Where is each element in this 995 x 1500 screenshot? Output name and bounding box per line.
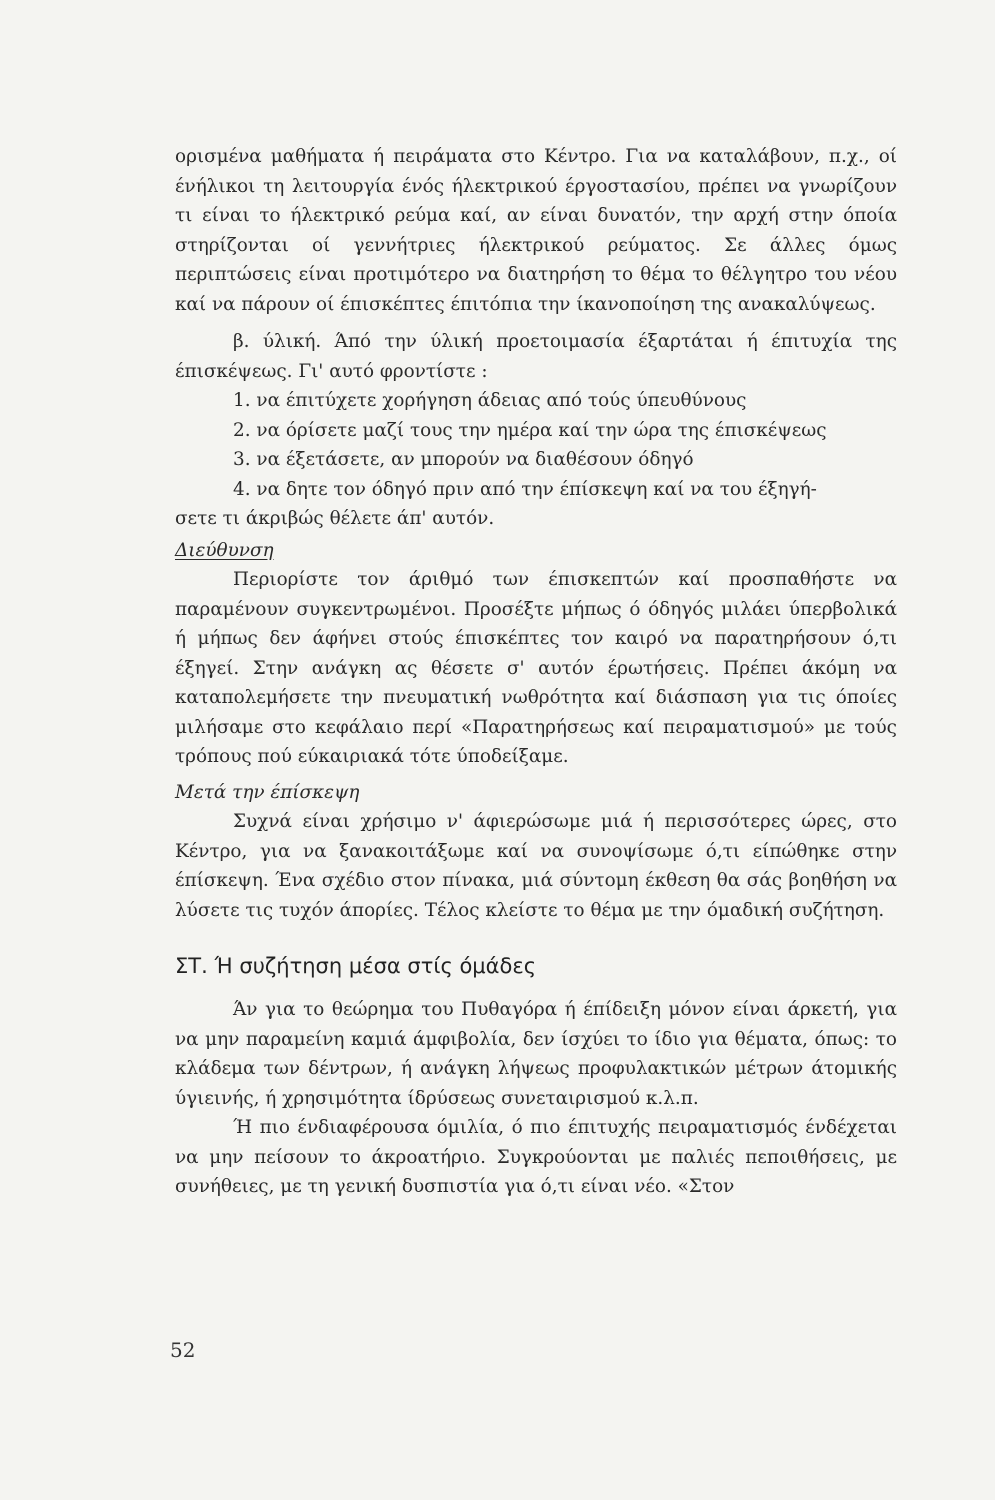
list-item: 4. να δητε τον όδηγό πριν από την έπίσκεψη καί να του έξηγή- [233, 478, 817, 500]
section-title: ΣΤ. Ή συζήτηση μέσα στίς όμάδες [175, 954, 537, 978]
page-number: 52 [170, 1338, 196, 1362]
intro-paragraph: ορισμένα μαθήματα ή πειράματα στο Κέντρο. Για να καταλάβουν, π.χ., οί ένήλικοι τη λειτουργία ένός ήλεκτρικού έργοστασίου, πρέπει να γνωρίζουν τι είναι το ήλεκτρικό ρεύμα καί, αν είναι δυνατόν, την αρχή στην όποία στηρίζονται οί γεννήτριες ήλεκτρικού ρεύματος. Σε άλλες όμως περιπτώσεις είναι προτιμότερο να διατηρήση το θέμα το θέλγητρο του νέου καί να πάρουν οί έπισκέπτες έπιτόπια την ίκανοποίηση της ανακαλύψεως. [175, 146, 897, 315]
list-item: 3. να έξετάσετε, αν μπορούν να διαθέσουν όδηγό [233, 449, 694, 470]
page-body [175, 142, 897, 1202]
after-visit-heading: Μετά την έπίσκεψη [175, 781, 360, 803]
list-item: 1. να έπιτύχετε χορήγηση άδειας από τούς ύπευθύνους [233, 390, 747, 411]
list-item-continuation: σετε τι άκριβώς θέλετε άπ' αυτόν. [175, 508, 495, 529]
section-paragraph-1: Άν για το θεώρημα του Πυθαγόρα ή έπίδειξη μόνον είναι άρκετή, για να μην παραμείνη καμιά άμφιβολία, δεν ίσχύει το ίδιο για θέματα, όπως: το κλάδεμα των δέντρων, ή ανάγκη λήψεως προφυλακτικών μέτρων άτομικής ύγιεινής, ή χρησιμότητα ίδρύσεως συνεταιρισμού κ.λ.π. [175, 999, 897, 1109]
section-paragraph-2: Ή πιο ένδιαφέρουσα όμιλία, ό πιο έπιτυχής πειραματισμός ένδέχεται να μην πείσουν το άκροατήριο. Συγκρούονται με παλιές πεποιθήσεις, με συνήθειες, με τη γενική δυσπιστία για ό,τι είναι νέο. «Στον [175, 1117, 897, 1197]
direction-heading: Διεύθυνση [175, 539, 274, 561]
list-item: 2. να όρίσετε μαζί τους την ημέρα καί την ώρα της έπισκέψεως [233, 419, 827, 441]
after-visit-paragraph: Συχνά είναι χρήσιμο ν' άφιερώσωμε μιά ή περισσότερες ώρες, στο Κέντρο, για να ξανακοιτάξωμε καί να συνοψίσωμε ό,τι είπώθηκε στην έπίσκεψη. Ένα σχέδιο στον πίνακα, μιά σύντομη έκθεση θα σάς βοηθήση να λύσετε τις τυχόν άπορίες. Τέλος κλείστε το θέμα με την όμαδική συζήτηση. [175, 811, 897, 921]
material-paragraph: β. ύλική. Άπό την ύλική προετοιμασία έξαρτάται ή έπιτυχία της έπισκέψεως. Γι' αυτό φροντίστε : [175, 331, 897, 382]
direction-paragraph: Περιορίστε τον άριθμό των έπισκεπτών καί προσπαθήστε να παραμένουν συγκεντρωμένοι. Προσέξτε μήπως ό όδηγός μιλάει ύπερβολικά ή μήπως δεν άφήνει στούς έπισκέπτες τον καιρό να παρατηρήσουν ό,τι έξηγεί. Στην ανάγκη ας θέσετε σ' αυτόν έρωτήσεις. Πρέπει άκόμη να καταπολεμήσετε την πνευματική νωθρότητα καί διάσπαση για τις όποίες μιλήσαμε στο κεφάλαιο περί «Παρατηρήσεως καί πειραματισμού» με τούς τρόπους πού εύκαιριακά τότε ύποδείξαμε. [175, 569, 897, 767]
